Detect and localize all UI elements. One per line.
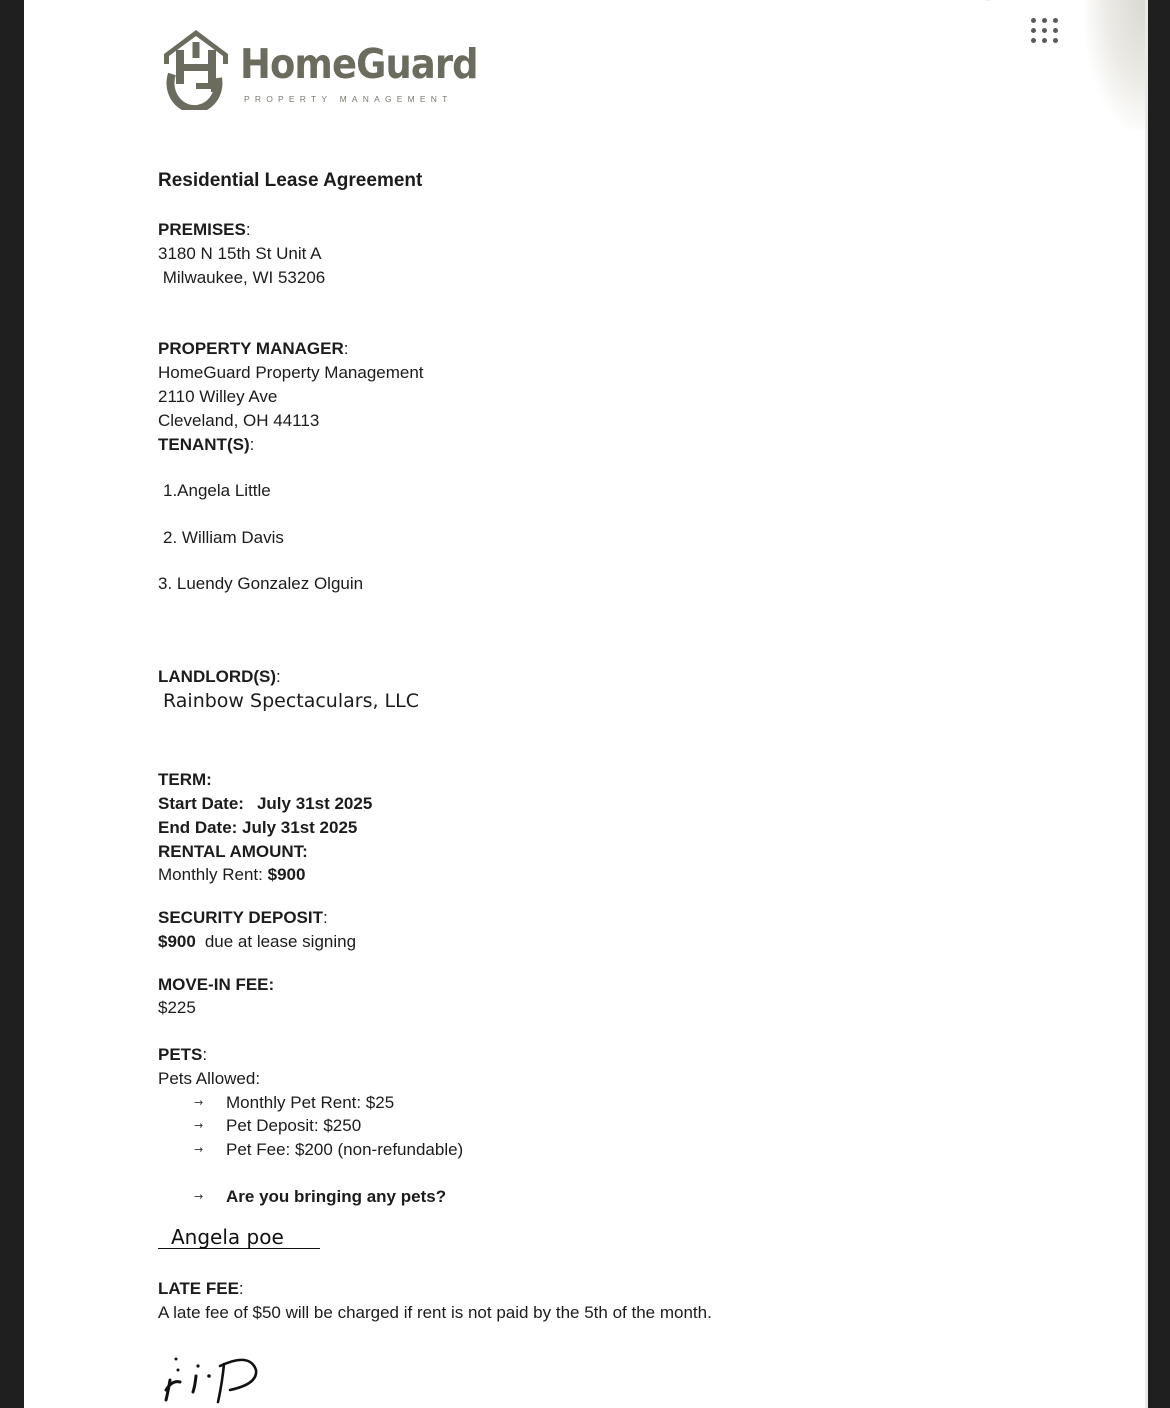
tenant-item-2: 2. William Davis [163,528,284,547]
colon: : [202,1045,208,1064]
deposit-note: due at lease signing [204,932,357,951]
late-fee-text: A late fee of $50 will be charged if rent is not paid by the 5th of the month. [158,1303,712,1322]
pets-allowed: Pets Allowed: [158,1069,261,1088]
pets-label: PETS [158,1045,203,1064]
colon: : [238,1279,244,1298]
start-date-label: Start Date: [158,794,244,813]
pet-item-1: Monthly Pet Rent: $25 [226,1093,395,1112]
page-edge [1145,0,1148,1408]
deposit-label: SECURITY DEPOSIT [158,908,323,927]
term-start [158,793,372,815]
pet-item-3: Pet Fee: $200 (non-refundable) [226,1140,464,1159]
landlord-heading [158,666,281,688]
movein-label: MOVE-IN FEE: [158,975,275,994]
arrow-bullet-icon: → [194,1190,204,1203]
late-fee-heading [158,1278,244,1300]
manager-street: 2110 Willey Ave [158,387,278,406]
colon: : [245,220,251,239]
landlord-label: LANDLORD(S) [158,667,277,686]
document-page [24,0,1145,1408]
premises-heading [158,219,251,241]
brand-subtitle: PROPERTY MANAGEMENT [244,94,453,104]
monthly-rent [158,864,305,886]
term-end: End Date: July 31st 2025 [158,818,358,837]
manager-heading [158,338,349,360]
manager-label: PROPERTY MANAGER [158,339,344,358]
pet-item-2: Pet Deposit: $250 [226,1116,362,1135]
tenants-heading [158,434,254,456]
arrow-bullet-icon: → [194,1143,204,1156]
deposit-value: $900 [158,932,196,951]
rent-label: RENTAL AMOUNT: [158,842,308,861]
homeguard-logo [160,28,500,112]
arrow-bullet-icon: → [194,1096,204,1109]
start-date-value: July 31st 2025 [256,794,373,813]
document-title: Residential Lease Agreement [158,170,423,191]
page-curl-shadow [1085,0,1145,130]
pets-heading [158,1044,207,1066]
premises-line1: 3180 N 15th St Unit A [158,244,322,263]
monthly-rent-value: $900 [267,865,306,884]
tenant-item-3: 3. Luendy Gonzalez Olguin [158,574,364,593]
landlord-name: Rainbow Spectaculars, LLC [163,690,419,712]
term-label: TERM: [158,770,212,789]
house-hg-logo-icon [160,28,232,110]
movein-value: $225 [158,998,196,1017]
colon: : [343,339,349,358]
monthly-rent-label: Monthly Rent: [158,865,268,884]
premises-line2: Milwaukee, WI 53206 [158,268,326,287]
tenants-label: TENANT(S) [158,435,250,454]
colon: : [276,667,281,686]
colon: : [249,435,255,454]
pets-answer-text: Angela poe [171,1225,284,1249]
brand-name: HomeGuard [240,40,478,88]
deposit-line [158,931,356,953]
pets-question: Are you bringing any pets? [226,1187,447,1206]
manager-city: Cleveland, OH 44113 [158,411,320,430]
manager-name: HomeGuard Property Management [158,363,424,382]
deposit-heading [158,907,328,929]
page-corner-marks [954,0,1034,6]
premises-label: PREMISES [158,220,246,239]
tenant-item-1: 1.Angela Little [163,481,271,500]
colon: : [323,908,328,927]
grid-dots-icon[interactable] [1029,16,1063,48]
late-fee-label: LATE FEE [158,1279,239,1298]
arrow-bullet-icon: → [194,1119,204,1132]
handwritten-signature [158,1348,278,1408]
